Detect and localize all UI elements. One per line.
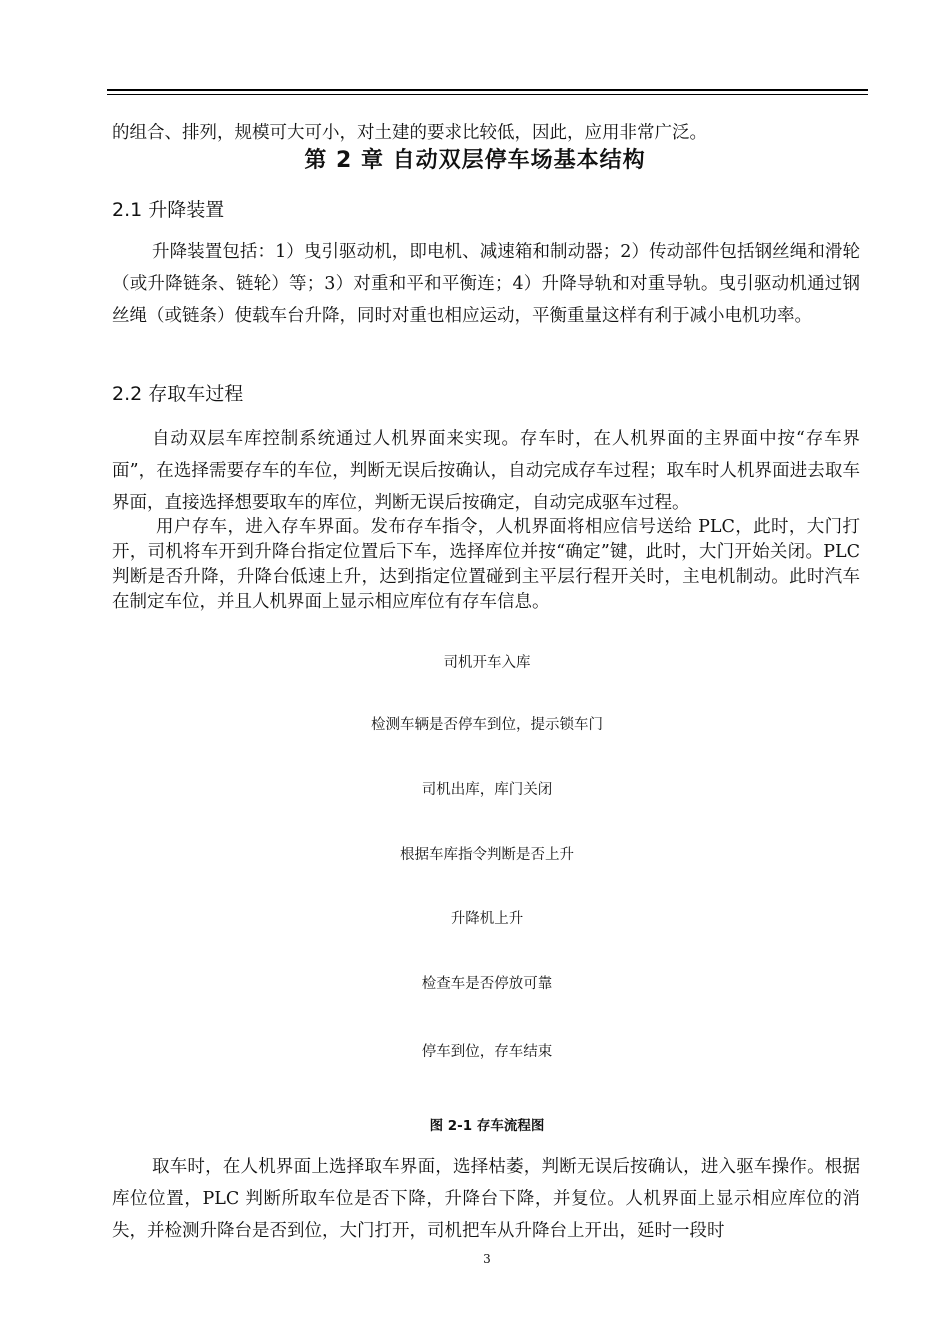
section-2-1-paragraph: 升降装置包括：1）曳引驱动机，即电机、减速箱和制动器；2）传动部件包括钢丝绳和滑轮（或升降链条、链轮）等；3）对重和平和平衡连；4）升降导轨和对重导轨。曳引驱动机通过钢丝绳（或链条）使载车台升降，同时对重也相应运动，平衡重量这样有利于减小电机功率。 [112,242,860,326]
flow-step: 升降机上升 [450,911,524,927]
flow-step: 停车到位，存车结束 [421,1044,553,1060]
flow-step: 检测车辆是否停车到位，提示锁车门 [371,717,603,733]
flow-step: 司机开车入库 [443,655,531,671]
chapter-title: 第 2 章 自动双层停车场基本结构 [304,148,646,173]
section-2-2-paragraph-2: 用户存车，进入存车界面。发布存车指令，人机界面将相应信号送给 PLC，此时，大门打开，司机将车开到升降台指定位置后下车，选择库位并按“确定”键，此时，大门开始关闭。PLC 判断是否升降，升降台低速上升，达到指定位置碰到主平层行程开关时，主电机制动。此时汽车在制定车位，并且人机界面上显示相应库位有存车信息。 [112,517,860,612]
section-2-2-paragraph-1: 自动双层车库控制系统通过人机界面来实现。存车时，在人机界面的主界面中按“存车界面”，在选择需要存车的车位，判断无误后按确认，自动完成存车过程；取车时人机界面进去取车界面，直接选择想要取车的库位，判断无误后按确定，自动完成驱车过程。 [112,429,860,513]
header-rule-thin [107,94,868,95]
header-rule-thick [107,89,868,91]
page-number: 3 [483,1252,491,1266]
continuation-paragraph: 的组合、排列，规模可大可小，对土建的要求比较低，因此，应用非常广泛。 [112,123,707,143]
section-heading-2-1: 2.1 升降装置 [112,199,225,221]
figure-caption: 图 2-1 存车流程图 [429,1118,545,1134]
after-figure-paragraph: 取车时，在人机界面上选择取车界面，选择枯萎，判断无误后按确认，进入驱车操作。根据库位位置，PLC 判断所取车位是否下降，升降台下降，并复位。人机界面上显示相应库位的消失，并检测升降台是否到位，大门打开，司机把车从升降台上开出，延时一段时 [112,1157,860,1241]
flow-step: 根据车库指令判断是否上升 [400,847,574,863]
flow-step: 检查车是否停放可靠 [421,976,553,992]
flow-step: 司机出库，库门关闭 [421,782,553,798]
section-heading-2-2: 2.2 存取车过程 [112,383,244,405]
